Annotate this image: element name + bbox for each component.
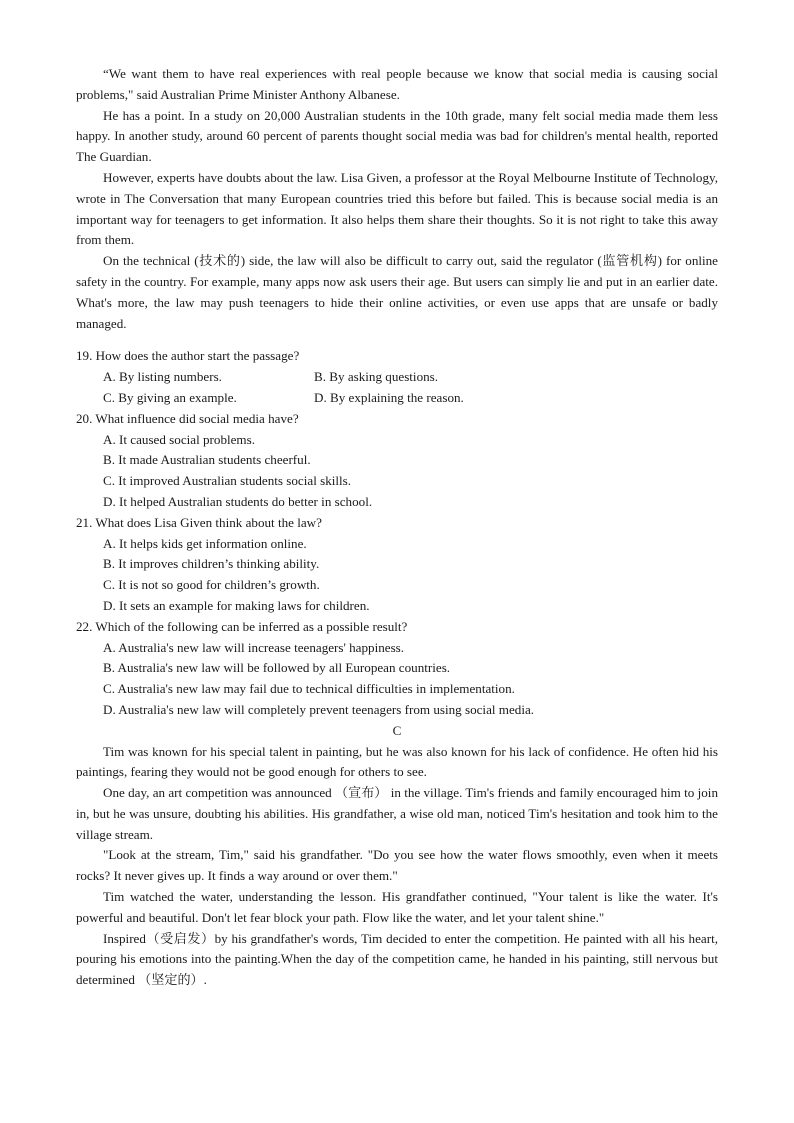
option-b: B. It made Australian students cheerful. — [103, 452, 311, 468]
option-c: C. It is not so good for children’s growth. — [103, 577, 320, 593]
option-d: D. Australia's new law will completely prevent teenagers from using social media. — [103, 701, 535, 717]
paragraph: Tim was known for his special talent in painting, but he was also known for his lack of confidence. He often hid his paintings, fearing they would not be good enough for others to see. — [76, 743, 718, 780]
paragraph: Inspired（受启发）by his grandfather's words, Tim decided to enter the competition. He painted with all his heart, pouring his emotions into the painting.When the day of the competition came, he handed in his painting, still nervous but determined （坚定的）. — [76, 930, 718, 988]
paragraph: One day, an art competition was announced （宣布） in the village. Tim's friends and family encouraged him to join in, but he was unsure, doubting his abilities. His grandfather, a wise old man, noticed Tim's hesitation and took him to the village stream. — [76, 785, 718, 842]
paragraph: “We want them to have real experiences with real people because we know that social media is causing social problems," said Australian Prime Minister Anthony Albanese. — [76, 66, 718, 102]
option-a: A. By listing numbers. — [103, 369, 222, 385]
exam-page — [76, 64, 718, 991]
paragraph: He has a point. In a study on 20,000 Australian students in the 10th grade, many felt social media made them less happy. In another study, around 60 percent of parents thought social media was bad for children's mental health, reported The Guardian. — [76, 107, 718, 165]
paragraph: On the technical (技术的) side, the law will also be difficult to carry out, said the regulator (监管机构) for online safety in the country. For example, many apps now ask users their age. But users can simply lie and put in an earlier date. What's more, the law may push teenagers to hide their online activities, or even use apps that are unsafe or badly managed. — [76, 253, 718, 331]
option-d: D. It helped Australian students do better in school. — [103, 493, 373, 509]
option-b: B. By asking questions. — [314, 369, 439, 385]
option-b: B. Australia's new law will be followed by all European countries. — [103, 660, 451, 676]
option-d: D. It sets an example for making laws for children. — [103, 597, 370, 613]
option-a: A. Australia's new law will increase teenagers' happiness. — [103, 639, 405, 655]
paragraph: "Look at the stream, Tim," said his grandfather. "Do you see how the water flows smoothly, even when it meets rocks? It never gives up. It finds a way around or over them." — [76, 847, 718, 884]
paragraph: Tim watched the water, understanding the lesson. His grandfather continued, "Your talent is like the water. It's powerful and beautiful. Don't let fear block your path. Flow like the water, and let your talent shine." — [76, 889, 718, 925]
question-stem: 19. How does the author start the passage? — [76, 348, 300, 364]
question-block — [76, 617, 718, 721]
option-c: C. Australia's new law may fail due to technical difficulties in implementation. — [103, 681, 515, 697]
passage-b — [76, 64, 718, 334]
paragraph: However, experts have doubts about the law. Lisa Given, a professor at the Royal Melbourne Institute of Technology, wrote in The Conversation that many European countries tried this before but failed. This is because social media is an important way for teenagers to get information. It also helps them share their thoughts. So it is not right to take this away from them. — [76, 169, 718, 248]
option-c: C. By giving an example. — [103, 389, 237, 405]
option-b: B. It improves children’s thinking ability. — [103, 556, 320, 572]
option-a: A. It helps kids get information online. — [103, 535, 307, 551]
question-block — [76, 513, 718, 617]
question-block — [76, 409, 718, 513]
option-d: D. By explaining the reason. — [314, 389, 464, 405]
question-block — [76, 346, 718, 408]
question-stem: 22. Which of the following can be inferred as a possible result? — [76, 618, 408, 634]
option-a: A. It caused social problems. — [103, 431, 255, 447]
question-stem: 21. What does Lisa Given think about the law? — [76, 514, 322, 530]
option-c: C. It improved Australian students social skills. — [103, 473, 352, 489]
section-heading: C — [392, 722, 402, 738]
question-stem: 20. What influence did social media have? — [76, 410, 299, 426]
passage-c — [76, 742, 718, 992]
